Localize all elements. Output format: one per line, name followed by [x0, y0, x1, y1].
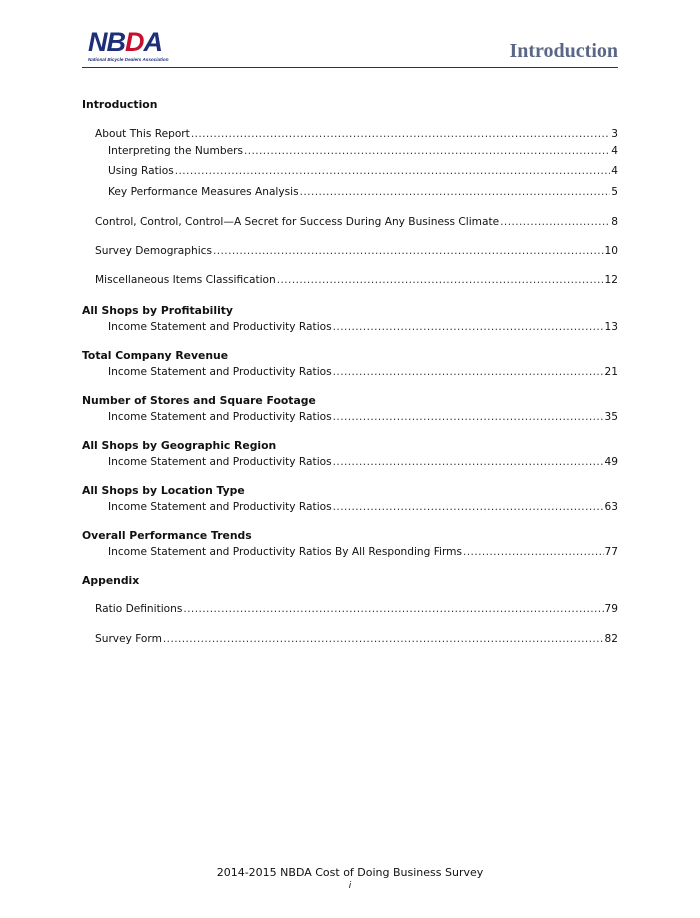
- toc-leader: [213, 245, 604, 257]
- toc-entry-ratio-definitions[interactable]: Ratio Definitions ..... 79: [95, 603, 618, 615]
- toc-entry-survey-demographics[interactable]: Survey Demographics ..... 10: [95, 245, 618, 257]
- toc-leader: [163, 633, 604, 645]
- toc-leader: [333, 501, 604, 513]
- toc-entry-key-performance-measures[interactable]: Key Performance Measures Analysis ..... 5: [108, 186, 618, 198]
- toc-leader: [463, 546, 604, 558]
- toc-entry-location-ratios[interactable]: Income Statement and Productivity Ratios ..... 63: [108, 501, 618, 513]
- toc-leader: [183, 603, 603, 615]
- toc-leader: [244, 145, 610, 157]
- header-title: Introduction: [509, 40, 618, 62]
- toc-heading-revenue: Total Company Revenue: [82, 349, 229, 362]
- toc-entry-misc-items[interactable]: Miscellaneous Items Classification ..... 12: [95, 274, 618, 286]
- toc-heading-stores: Number of Stores and Square Footage: [82, 394, 316, 407]
- toc-leader: [500, 216, 610, 228]
- page-footer: [0, 866, 700, 891]
- toc-entry-interpreting-numbers[interactable]: Interpreting the Numbers ..... 4: [108, 145, 618, 157]
- toc-leader: [333, 411, 604, 423]
- toc-leader: [333, 456, 604, 468]
- page-number: i: [348, 881, 352, 891]
- toc-heading-profitability: All Shops by Profitability: [82, 304, 233, 317]
- toc-entry-profitability-ratios[interactable]: Income Statement and Productivity Ratios ..... 13: [108, 321, 618, 333]
- footer-title: 2014-2015 NBDA Cost of Doing Business Survey: [216, 866, 484, 879]
- toc-leader: [300, 186, 611, 198]
- toc-entry-about-this-report[interactable]: About This Report ..... 3: [95, 128, 618, 140]
- toc-entry-region-ratios[interactable]: Income Statement and Productivity Ratios ..... 49: [108, 456, 618, 468]
- toc-heading-appendix: Appendix: [82, 574, 140, 587]
- toc-entry-using-ratios[interactable]: Using Ratios ..... 4: [108, 165, 618, 177]
- toc-entry-trends-ratios[interactable]: Income Statement and Productivity Ratios By All Responding Firms ..... 77: [108, 546, 618, 558]
- toc-leader: [333, 366, 604, 378]
- logo-tagline: National Bicycle Dealers Association: [88, 57, 169, 62]
- header-rule: [82, 67, 618, 68]
- toc-entry-control[interactable]: Control, Control, Control—A Secret for Success During Any Business Climate ..... 8: [95, 216, 618, 228]
- page-header: [82, 24, 618, 68]
- toc-leader: [333, 321, 604, 333]
- toc-entry-survey-form[interactable]: Survey Form ..... 82: [95, 633, 618, 645]
- toc-leader: [277, 274, 604, 286]
- toc-heading-region: All Shops by Geographic Region: [82, 439, 277, 452]
- toc-entry-revenue-ratios[interactable]: Income Statement and Productivity Ratios ..... 21: [108, 366, 618, 378]
- toc-entry-stores-ratios[interactable]: Income Statement and Productivity Ratios ..... 35: [108, 411, 618, 423]
- nbda-logo: NBDA National Bicycle Dealers Association: [88, 28, 170, 64]
- toc-heading-introduction: Introduction: [82, 98, 158, 111]
- toc-leader: [175, 165, 611, 177]
- toc-heading-location: All Shops by Location Type: [82, 484, 245, 497]
- toc-heading-trends: Overall Performance Trends: [82, 529, 252, 542]
- toc-leader: [191, 128, 610, 140]
